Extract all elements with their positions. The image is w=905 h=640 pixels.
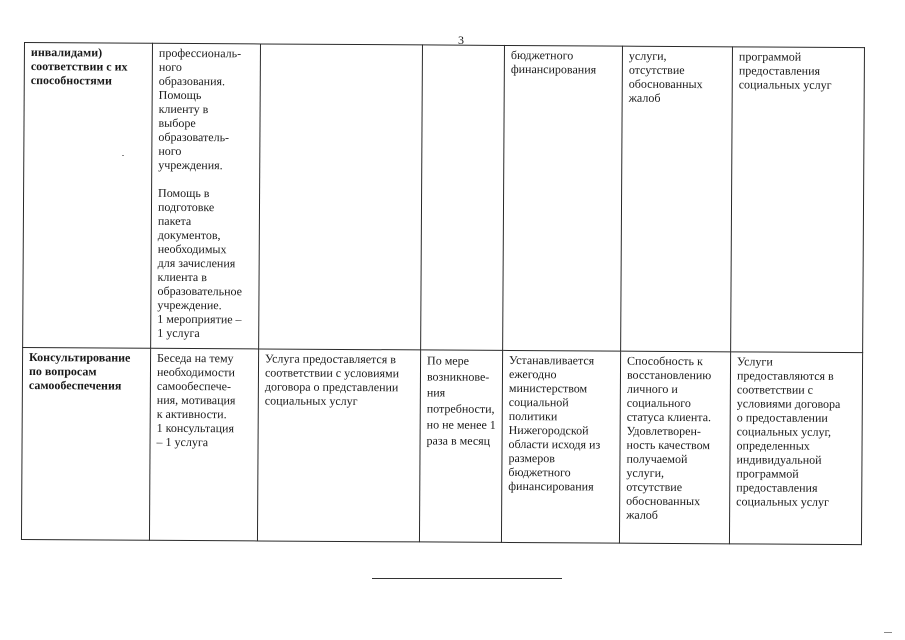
text-line: По мере xyxy=(427,353,470,368)
text-line: размеров xyxy=(508,450,555,466)
text-line: программой xyxy=(738,49,802,64)
text-line: образователь- xyxy=(158,129,230,145)
text-line: обоснованных xyxy=(626,493,701,509)
text-line: образования. xyxy=(158,73,226,89)
page-number: 3 xyxy=(458,33,464,47)
text-line: личного и xyxy=(626,381,678,397)
text-line: финансирования xyxy=(510,61,597,77)
text-line: соответствии с условиями xyxy=(264,365,400,381)
text-line: ежегодно xyxy=(508,366,557,382)
text-line: министерством xyxy=(508,380,588,396)
funding-cell xyxy=(503,45,623,351)
text-line: ния xyxy=(426,385,446,400)
text-line: отсутствие xyxy=(626,479,683,495)
text-line: договора о представлении xyxy=(264,379,399,395)
text-line: услуги, xyxy=(626,465,665,480)
text-line: предоставления xyxy=(738,63,821,78)
text-line: возникнове- xyxy=(426,369,490,384)
text-line: социальных услуг, xyxy=(736,424,832,439)
text-line: условиями договора xyxy=(736,396,841,411)
text-line: социальных услуг xyxy=(264,393,358,409)
text-line: для зачисления xyxy=(157,255,236,271)
quality-cell xyxy=(621,46,733,352)
text-line: раза в месяц xyxy=(426,433,491,448)
text-line: Нижегородской xyxy=(508,422,589,438)
text-line: 1 консультация xyxy=(156,420,235,436)
service-name-cell xyxy=(21,347,150,540)
text-line: Услуга предоставляется в xyxy=(265,351,397,367)
text-line: жалоб xyxy=(626,507,658,522)
text-line: получаемой xyxy=(626,451,688,467)
text-line: услуги, xyxy=(628,48,667,63)
text-line: подготовке xyxy=(157,199,215,215)
text-line: программой xyxy=(736,466,799,481)
text-line: по вопросам xyxy=(28,364,97,379)
service-content-cell xyxy=(149,348,258,541)
text-line: финансирования xyxy=(508,478,594,494)
text-line: ного xyxy=(158,59,182,74)
conditions-cell xyxy=(257,349,420,542)
text-line: Помощь xyxy=(158,87,202,103)
text-line: пакета xyxy=(157,213,192,229)
scan-speck xyxy=(122,155,124,156)
text-line: необходимых xyxy=(157,241,227,257)
text-line: ность качеством xyxy=(626,437,711,453)
text-line: восстановлению xyxy=(626,367,712,383)
text-line: предоставляются в xyxy=(736,368,834,383)
text-line: учреждения. xyxy=(158,157,223,173)
text-line: Беседа на тему xyxy=(157,350,234,366)
text-line: о предоставлении xyxy=(736,410,828,425)
text-line: Устанавливается xyxy=(509,352,595,368)
text-line: индивидуальной xyxy=(736,452,822,467)
text-line: Услуги xyxy=(737,354,773,369)
text-line: политики xyxy=(508,408,558,424)
quality-cell xyxy=(619,351,730,544)
text-line: ния, мотивация xyxy=(156,392,236,408)
text-line: социальных услуг xyxy=(738,77,832,92)
text-line: Помощь в xyxy=(158,185,210,201)
text-line: самообеспечения xyxy=(28,378,122,393)
text-line: самообеспече- xyxy=(156,378,232,394)
text-line: жалоб xyxy=(628,90,661,105)
text-line: социальной xyxy=(508,394,569,410)
funding-cell xyxy=(501,350,620,543)
text-line: области исходя из xyxy=(508,436,601,452)
text-line: клиенту в xyxy=(158,101,209,117)
text-line: обоснованных xyxy=(628,76,703,92)
text-line: 1 услуга xyxy=(157,325,200,341)
text-line: соответствии с xyxy=(736,382,814,397)
conditions-cell xyxy=(259,44,423,350)
text-line: бюджетного xyxy=(508,464,571,480)
text-line: Консультирование xyxy=(29,350,131,365)
service-name-cell xyxy=(23,43,153,349)
text-line: бюджетного xyxy=(510,47,574,63)
frequency-cell xyxy=(419,350,502,542)
text-line: документов, xyxy=(157,227,221,243)
text-line: образовательное xyxy=(157,283,243,299)
text-line: но не менее 1 xyxy=(426,417,496,432)
text-line: отсутствие xyxy=(628,62,685,78)
text-line: определенных xyxy=(736,438,810,453)
text-line: необходимости xyxy=(156,364,236,380)
text-line: Способность к xyxy=(627,353,703,369)
text-line: потребности, xyxy=(426,401,495,416)
frequency-cell xyxy=(421,45,505,350)
text-line: социальных услуг xyxy=(736,494,830,509)
text-line: способностями xyxy=(30,73,112,88)
text-line: клиента в xyxy=(157,269,207,285)
conditions-provision-cell xyxy=(731,47,865,353)
text-line: учреждение. xyxy=(157,297,222,313)
text-line: инвалидами) xyxy=(30,45,103,60)
text-line: социального xyxy=(626,395,691,411)
text-line: соответствии с их xyxy=(30,59,128,74)
service-content-cell xyxy=(151,43,261,349)
conditions-provision-cell xyxy=(729,352,862,545)
scan-speck xyxy=(884,632,892,633)
text-line: к активности. xyxy=(156,406,227,422)
text-line: выборе xyxy=(158,115,196,131)
text-line: ного xyxy=(158,143,182,158)
text-line: статуса клиента. xyxy=(626,409,712,425)
text-line: Удовлетворен- xyxy=(626,423,702,439)
text-line: предоставления xyxy=(736,480,818,495)
text-line: профессиональ- xyxy=(158,45,242,61)
text-line: 1 мероприятие – xyxy=(157,311,242,327)
text-line: – 1 услуга xyxy=(156,434,209,450)
footnote-divider xyxy=(372,578,562,579)
table-row xyxy=(23,43,865,353)
table-row xyxy=(21,347,862,544)
services-table xyxy=(21,42,865,545)
